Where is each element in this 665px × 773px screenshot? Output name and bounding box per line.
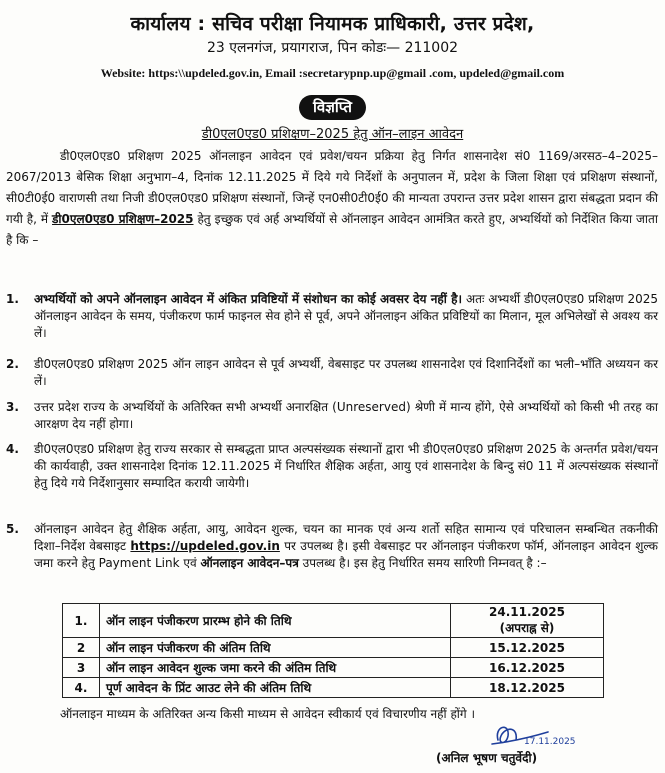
table-row (63, 678, 604, 698)
item-number: 5. (6, 522, 19, 536)
item-5-text-a: ऑनलाइन आवेदन हेतु शैक्षिक अर्हता, आयु, आवेदन शुल्क, चयन का मानक एवं अन्य शर्तो सहित सामान्य एवं परिचालन सम्बन्धित तकनीकी दिशा–निर्देश वेबसाइट (34, 522, 658, 553)
date-value: 24.11.2025 (489, 605, 565, 619)
date-note: (अपराह्न से) (499, 621, 555, 635)
row-activity: ऑन लाइन पंजीकरण की अंतिम तिथि (100, 638, 451, 658)
instruction-item-4 (6, 441, 658, 492)
item-5-text-c: उपलब्ध है। इस हेतु निर्धारित समय सारिणी निम्नवत् है :– (298, 556, 547, 570)
signature-scribble (488, 718, 576, 752)
row-activity: पूर्ण आवेदन के प्रिंट आउट लेने की अंतिम तिथि (100, 678, 451, 698)
row-date: 18.12.2025 (451, 678, 604, 698)
item-1-text: अतः अभ्यर्थी डी0एल0एड0 प्रशिक्षण 2025 ऑनलाइन आवेदन के समय, पंजीकरण फार्म फाइनल सेव होने से पूर्व, अपने ऑनलाइन अंकित प्रविष्टियों का मिलान, मूल अभिलेखों से अवश्य कर लें। (34, 292, 658, 340)
row-number: 2 (63, 638, 100, 658)
footer-note: ऑनलाइन माध्यम के अतिरिक्त अन्य किसी माध्यम से आवेदन स्वीकार्य एवं विचारणीय नहीं होंगे । (60, 707, 476, 721)
instruction-item-2 (6, 356, 658, 390)
row-activity: ऑन लाइन आवेदन शुल्क जमा करने की अंतिम तिथि (100, 658, 451, 678)
item-5-text-b: पर उपलब्ध है। इसी वेबसाइट पर ऑनलाइन पंजीकरण फॉर्म, ऑनलाइन आवेदन शुल्क जमा करने हेतु Payment Link एवं (34, 539, 658, 570)
item-4-text: डी0एल0एड0 प्रशिक्षण हेतु राज्य सरकार से सम्बद्धता प्राप्त अल्पसंख्यक संस्थानों द्वारा भी डी0एल0एड0 प्रशिक्षण 2025 के अन्तर्गत प्रवेश/चयन की कार्यवाही, उक्त शासनादेश दिनांक 12.11.2025 में निर्धारित शैक्षिक अर्हता, आयु एवं शासनादेश के बिन्दु सं0 11 में अल्पसंख्यक संस्थानों हेतु दिये गये निर्देशानुसार सम्पादित करायी जायेगी। (34, 442, 658, 490)
notice-subject: डी0एल0एड0 प्रशिक्षण–2025 हेतु ऑन–लाइन आवेदन (201, 127, 464, 142)
item-5-bold: ऑनलाइन आवेदन–पत्र (200, 556, 299, 570)
notice-badge: विज्ञप्ति (299, 95, 366, 120)
instruction-item-1 (6, 291, 658, 342)
intro-text-2: हेतु इच्छुक एवं अर्ह अभ्यर्थियों से ऑनलाइन आवेदन आमंत्रित करते हुए, अभ्यर्थियों को निर्देशित किया जाता है कि – (6, 212, 658, 247)
item-number: 1. (6, 292, 19, 306)
row-number: 3 (63, 658, 100, 678)
schedule-table (62, 603, 604, 698)
row-date: 16.12.2025 (451, 658, 604, 678)
row-number: 4. (63, 678, 100, 698)
contact-line: Website: https:\\updeled.gov.in, Email :secretarypnp.up@gmail .com, updeled@gmail.com (100, 66, 565, 80)
item-3-text: उत्तर प्रदेश राज्य के अभ्यर्थियों के अतिरिक्त सभी अभ्यर्थी अनारक्षित (Unreserved) श्रेणी में मान्य होंगे, ऐसे अभ्यर्थियों को किसी भी तरह का आरक्षण देय नहीं होगा। (34, 400, 658, 431)
item-1-bold: अभ्यर्थियों को अपने ऑनलाइन आवेदन में अंकित प्रविष्टियों में संशोधन का कोई अवसर देय नहीं है। (34, 292, 463, 306)
table-row (63, 604, 604, 638)
intro-text-1: डी0एल0एड0 प्रशिक्षण 2025 ऑनलाइन आवेदन एवं प्रवेश/चयन प्रक्रिया हेतु निर्गत शासनादेश सं0 1169/अरसठ–4–2025–2067/2013 बेसिक शिक्षा अनुभाग–4, दिनांक 12.11.2025 में दिये गये निर्देशों के अनुपालन में, प्रदेश के जिला शिक्षा एवं प्रशिक्षण संस्थानों, सी0टी0ई0 वाराणसी तथा निजी डी0एल0एड0 प्रशिक्षण संस्थानों, जिन्हें एन0सी0टी0ई0 की मान्यता उपरान्त उत्तर प्रदेश शासन द्वारा संबद्धता प्रदान की गयी है, में (6, 149, 658, 226)
office-title: कार्यालय : सचिव परीक्षा नियामक प्राधिकारी, उत्तर प्रदेश, (130, 13, 535, 35)
signer-name: (अनिल भूषण चतुर्वेदी) (436, 751, 538, 765)
table-row (63, 638, 604, 658)
signature-date: 17.11.2025 (524, 737, 576, 747)
row-date (451, 604, 604, 638)
intro-bold: डी0एल0एड0 प्रशिक्षण–2025 (52, 212, 194, 226)
office-address: 23 एलनगंज, प्रयागराज, पिन कोडः— 211002 (206, 40, 459, 56)
item-2-text: डी0एल0एड0 प्रशिक्षण 2025 ऑन लाइन आवेदन से पूर्व अभ्यर्थी, वेबसाइट पर उपलब्ध शासनादेश एवं दिशानिर्देशों का भली–भाँति अध्ययन कर लें। (34, 357, 658, 388)
row-number: 1. (63, 604, 100, 638)
instruction-item-3 (6, 399, 658, 433)
instruction-item-5 (6, 521, 658, 572)
item-number: 2. (6, 357, 19, 371)
item-number: 4. (6, 442, 19, 456)
row-activity: ऑन लाइन पंजीकरण प्रारम्भ होने की तिथि (100, 604, 451, 638)
website-link[interactable]: https://updeled.gov.in (130, 539, 280, 553)
table-row (63, 658, 604, 678)
notice-heading (0, 95, 665, 120)
item-number: 3. (6, 400, 19, 414)
intro-paragraph (6, 146, 658, 251)
row-date: 15.12.2025 (451, 638, 604, 658)
